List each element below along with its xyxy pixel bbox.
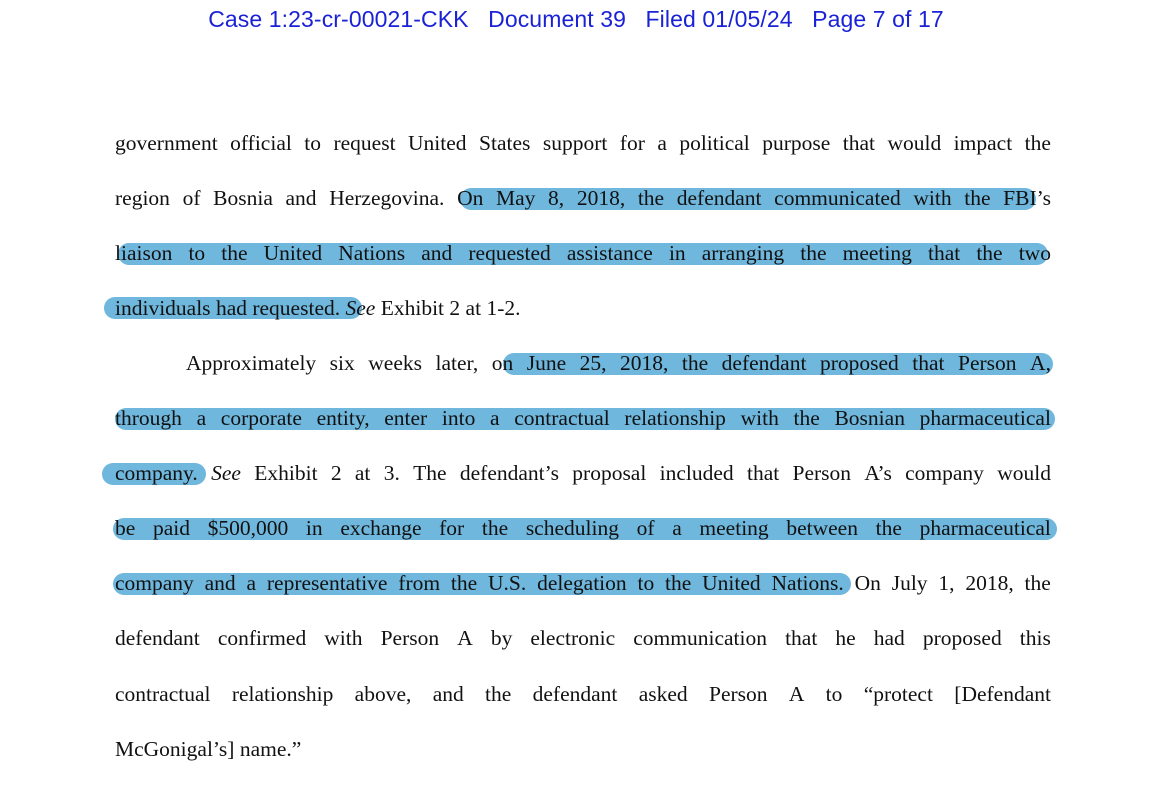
word: and bbox=[285, 186, 317, 210]
word: that bbox=[842, 131, 875, 155]
document-number: Document 39 bbox=[488, 6, 627, 32]
word: in bbox=[668, 241, 686, 265]
word: for bbox=[619, 131, 645, 155]
word: FBI’s bbox=[1003, 186, 1051, 210]
word: relationship bbox=[624, 406, 726, 430]
word: from bbox=[398, 571, 441, 595]
word: company bbox=[115, 571, 194, 595]
word: on bbox=[491, 351, 514, 375]
word: relationship bbox=[231, 682, 334, 706]
word: delegation bbox=[537, 571, 627, 595]
word: confirmed bbox=[217, 626, 307, 650]
word: Person bbox=[708, 682, 768, 706]
word: 1, bbox=[938, 571, 955, 595]
word: a bbox=[672, 516, 682, 540]
word: to bbox=[637, 571, 655, 595]
word: that bbox=[912, 351, 945, 375]
word: 2018, bbox=[965, 571, 1014, 595]
word: Bosnia bbox=[213, 186, 273, 210]
word: Person bbox=[380, 626, 440, 650]
word: through bbox=[115, 406, 182, 430]
word: a bbox=[657, 131, 667, 155]
word: a bbox=[246, 571, 257, 595]
word: government bbox=[115, 131, 218, 155]
word: meeting bbox=[842, 241, 912, 265]
word: the bbox=[485, 682, 512, 706]
word: the bbox=[976, 241, 1003, 265]
word: purpose bbox=[762, 131, 831, 155]
word: the bbox=[964, 186, 991, 210]
word: into bbox=[441, 406, 476, 430]
word: above, bbox=[354, 682, 412, 706]
word: would bbox=[997, 461, 1051, 485]
word: had bbox=[873, 626, 905, 650]
word: Bosnian bbox=[834, 406, 905, 430]
word: at bbox=[354, 461, 371, 485]
word: Person bbox=[792, 461, 852, 485]
word: in bbox=[305, 516, 323, 540]
page-indicator: Page 7 of 17 bbox=[812, 6, 944, 32]
word: Nations bbox=[338, 241, 406, 265]
word: U.S. bbox=[488, 571, 527, 595]
text-line-7 bbox=[115, 460, 1051, 486]
word: McGonigal’s] bbox=[115, 737, 240, 761]
word: request bbox=[333, 131, 396, 155]
word: and bbox=[204, 571, 236, 595]
word: with bbox=[740, 406, 779, 430]
word: contractual bbox=[514, 406, 610, 430]
word: that bbox=[927, 241, 961, 265]
word: later, bbox=[435, 351, 479, 375]
word: entity, bbox=[316, 406, 370, 430]
word: defendant’s bbox=[459, 461, 559, 485]
word: that bbox=[785, 626, 818, 650]
word: Exhibit bbox=[380, 296, 450, 320]
word: to bbox=[304, 131, 322, 155]
word: region bbox=[115, 186, 170, 210]
word: 8, bbox=[548, 186, 565, 210]
word: Person bbox=[958, 351, 1017, 375]
word: United bbox=[702, 571, 761, 595]
word: On bbox=[457, 186, 484, 210]
word: arranging bbox=[701, 241, 785, 265]
word: company. bbox=[115, 461, 198, 485]
word: enter bbox=[384, 406, 428, 430]
text-line-12 bbox=[115, 736, 1051, 762]
word: exchange bbox=[340, 516, 422, 540]
word: 2018, bbox=[620, 351, 669, 375]
word: the bbox=[1024, 571, 1051, 595]
word: paid bbox=[152, 516, 190, 540]
word: May bbox=[495, 186, 536, 210]
word: to bbox=[188, 241, 206, 265]
word: of bbox=[182, 186, 201, 210]
word: States bbox=[479, 131, 531, 155]
word: six bbox=[329, 351, 355, 375]
word: included bbox=[659, 461, 734, 485]
word: be bbox=[115, 516, 136, 540]
word: political bbox=[679, 131, 750, 155]
word: would bbox=[887, 131, 942, 155]
text-line-5 bbox=[186, 350, 1051, 376]
word: communicated bbox=[774, 186, 901, 210]
word: weeks bbox=[368, 351, 422, 375]
word: proposed bbox=[819, 351, 899, 375]
word: proposed bbox=[922, 626, 1002, 650]
word: A bbox=[788, 682, 805, 706]
word: company bbox=[905, 461, 984, 485]
word: defendant bbox=[721, 351, 807, 375]
word: with bbox=[913, 186, 952, 210]
word: A bbox=[457, 626, 473, 650]
word: the bbox=[665, 571, 692, 595]
word: and bbox=[432, 682, 464, 706]
word: the bbox=[681, 351, 709, 375]
word: that bbox=[746, 461, 780, 485]
word: A, bbox=[1030, 351, 1051, 375]
case-number: Case 1:23-cr-00021-CKK bbox=[208, 6, 469, 32]
word: individuals bbox=[115, 296, 216, 320]
text-line-8 bbox=[115, 515, 1051, 541]
word: he bbox=[835, 626, 856, 650]
word: by bbox=[490, 626, 513, 650]
word: contractual bbox=[115, 682, 211, 706]
word: for bbox=[439, 516, 465, 540]
word: of bbox=[636, 516, 655, 540]
word: pharmaceutical bbox=[919, 406, 1051, 430]
word: United bbox=[263, 241, 323, 265]
text-line-4 bbox=[115, 295, 1051, 321]
case-header bbox=[0, 6, 1152, 33]
filed-date: Filed 01/05/24 bbox=[645, 6, 793, 32]
word: at bbox=[465, 296, 487, 320]
word: On bbox=[854, 571, 881, 595]
word: requested. bbox=[252, 296, 346, 320]
word: 2 bbox=[330, 461, 342, 485]
word: 25, bbox=[579, 351, 607, 375]
word: communication bbox=[633, 626, 767, 650]
word: liaison bbox=[115, 241, 173, 265]
word: scheduling bbox=[525, 516, 619, 540]
word: the bbox=[450, 571, 478, 595]
word: proposal bbox=[572, 461, 647, 485]
word: a bbox=[196, 406, 207, 430]
text-line-2 bbox=[115, 185, 1051, 211]
text-line-11 bbox=[115, 681, 1051, 707]
word: defendant bbox=[676, 186, 762, 210]
word: support bbox=[542, 131, 608, 155]
word: with bbox=[324, 626, 363, 650]
word: See bbox=[345, 296, 381, 320]
word: $500,000 bbox=[207, 516, 289, 540]
word: defendant bbox=[115, 626, 200, 650]
text-line-9 bbox=[115, 570, 1051, 596]
text-line-3 bbox=[115, 240, 1051, 266]
word: asked bbox=[638, 682, 688, 706]
word: 3. bbox=[383, 461, 400, 485]
word: [Defendant bbox=[954, 682, 1051, 706]
word: Nations. bbox=[771, 571, 844, 595]
word: two bbox=[1018, 241, 1051, 265]
word: June bbox=[526, 351, 567, 375]
word: Herzegovina. bbox=[329, 186, 445, 210]
word: Exhibit bbox=[254, 461, 318, 485]
word: See bbox=[211, 461, 241, 485]
word: a bbox=[490, 406, 500, 430]
word: pharmaceutical bbox=[919, 516, 1051, 540]
word: the bbox=[637, 186, 665, 210]
word: the bbox=[800, 241, 827, 265]
text-line-6 bbox=[115, 405, 1051, 431]
word: 1-2. bbox=[486, 296, 521, 320]
text-line-1 bbox=[115, 130, 1051, 156]
word: defendant bbox=[532, 682, 618, 706]
word: the bbox=[221, 241, 248, 265]
word: representative bbox=[266, 571, 388, 595]
word: to bbox=[825, 682, 843, 706]
word: “protect bbox=[863, 682, 933, 706]
word: United bbox=[408, 131, 467, 155]
word: A’s bbox=[864, 461, 892, 485]
word: July bbox=[891, 571, 928, 595]
word: requested bbox=[468, 241, 551, 265]
word: the bbox=[793, 406, 820, 430]
word: electronic bbox=[530, 626, 616, 650]
word: and bbox=[421, 241, 453, 265]
word: Approximately bbox=[186, 351, 317, 375]
word: the bbox=[481, 516, 509, 540]
word: 2 bbox=[449, 296, 466, 320]
word: meeting bbox=[699, 516, 769, 540]
word: this bbox=[1019, 626, 1051, 650]
word: The bbox=[413, 461, 447, 485]
text-line-10 bbox=[115, 625, 1051, 651]
word: 2018, bbox=[576, 186, 626, 210]
word: had bbox=[215, 296, 253, 320]
word: the bbox=[1024, 131, 1051, 155]
word: corporate bbox=[220, 406, 302, 430]
word: the bbox=[875, 516, 902, 540]
word: name.” bbox=[239, 737, 302, 761]
word: official bbox=[230, 131, 292, 155]
word: impact bbox=[953, 131, 1013, 155]
word: between bbox=[786, 516, 858, 540]
word: assistance bbox=[566, 241, 653, 265]
